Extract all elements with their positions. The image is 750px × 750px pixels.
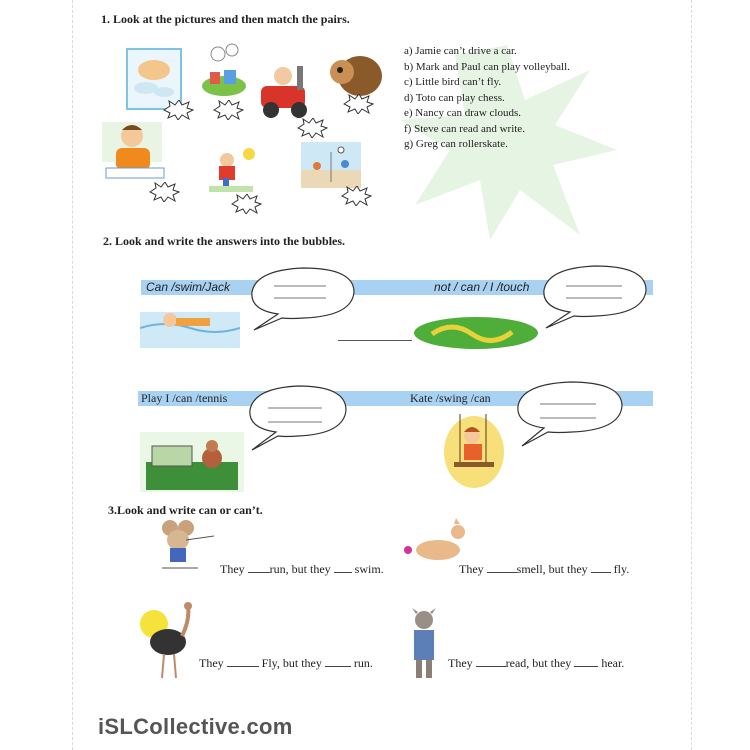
burst-label-2 [212,100,244,120]
sentence-3-part-c: run. [353,656,373,670]
blank-4a[interactable] [476,656,506,667]
bird-picture [322,50,384,100]
section1-heading: 1. Look at the pictures and then match the pairs. [101,12,350,26]
match-item-g: g) Greg can rollerskate. [404,138,508,150]
match-item-d: d) Toto can play chess. [404,91,505,104]
section2-heading: 2. Look and write the answers into the bubbles. [103,234,346,248]
speech-bubble-1[interactable] [248,264,358,334]
section3-heading: 3.Look and write can or can’t. [108,503,263,517]
tennis-picture [140,432,244,492]
answer-line-snake[interactable] [338,340,412,341]
prompt-not-touch: not / can / I /touch [434,280,530,294]
swimming-boy-picture [140,298,240,348]
sentence-4-part-a: They [448,656,473,670]
match-item-a: a) Jamie can’t drive a car. [404,45,517,57]
speech-bubble-4[interactable] [514,378,626,450]
burst-label-1 [162,100,194,120]
match-list [404,44,570,153]
blank-4b[interactable] [574,656,598,667]
dog-picture [404,608,446,682]
chess-picture [198,42,250,100]
blank-1b[interactable] [334,562,352,573]
burst-label-7 [340,186,372,206]
volleyball-picture [301,142,361,188]
sentence-4 [448,656,624,671]
blank-3b[interactable] [325,656,351,667]
sentence-3 [199,656,373,671]
match-item-b: b) Mark and Paul can play volleyball. [404,60,570,73]
sentence-2-part-b: smell, but they [516,562,588,576]
car-picture [255,60,317,122]
prompt-swim-jack: Can /swim/Jack [146,280,231,294]
blank-3a[interactable] [227,656,259,667]
ostrich-picture [138,602,200,680]
sentence-3-part-b: Fly, but they [261,656,322,670]
sentence-1-part-c: swim. [354,562,384,576]
cat-picture [402,516,466,566]
sentence-4-part-c: hear. [601,656,625,670]
sentence-1-part-b: run, but they [269,562,331,576]
blank-2b[interactable] [591,562,611,573]
speech-bubble-2[interactable] [540,262,650,332]
rollerskate-picture [205,146,261,196]
sentence-2-part-a: They [459,562,484,576]
burst-label-6 [230,194,262,214]
blank-1a[interactable] [248,562,270,573]
prompt-kate-swing: Kate /swing /can [410,391,491,405]
prompt-play-tennis: Play I /can /tennis [141,391,228,405]
sentence-2-part-c: fly. [613,562,630,576]
swing-girl-picture [438,410,508,490]
site-watermark[interactable]: iSLCollective.com [98,714,293,739]
burst-label-5 [148,182,180,202]
sentence-1-part-a: They [220,562,245,576]
speech-bubble-3[interactable] [246,382,350,454]
burst-label-4 [342,94,374,114]
match-item-e: e) Nancy can draw clouds. [404,107,521,119]
sentence-1 [220,562,384,577]
match-item-c: c) Little bird can’t fly. [404,76,502,88]
blank-2a[interactable] [487,562,517,573]
match-item-f: f) Steve can read and write. [404,122,525,135]
snake-picture [412,314,542,352]
sentence-4-part-b: read, but they [505,656,572,670]
sentence-3-part-a: They [199,656,224,670]
mouse-picture [152,518,216,574]
burst-label-3 [296,118,328,138]
sentence-2 [459,562,629,577]
